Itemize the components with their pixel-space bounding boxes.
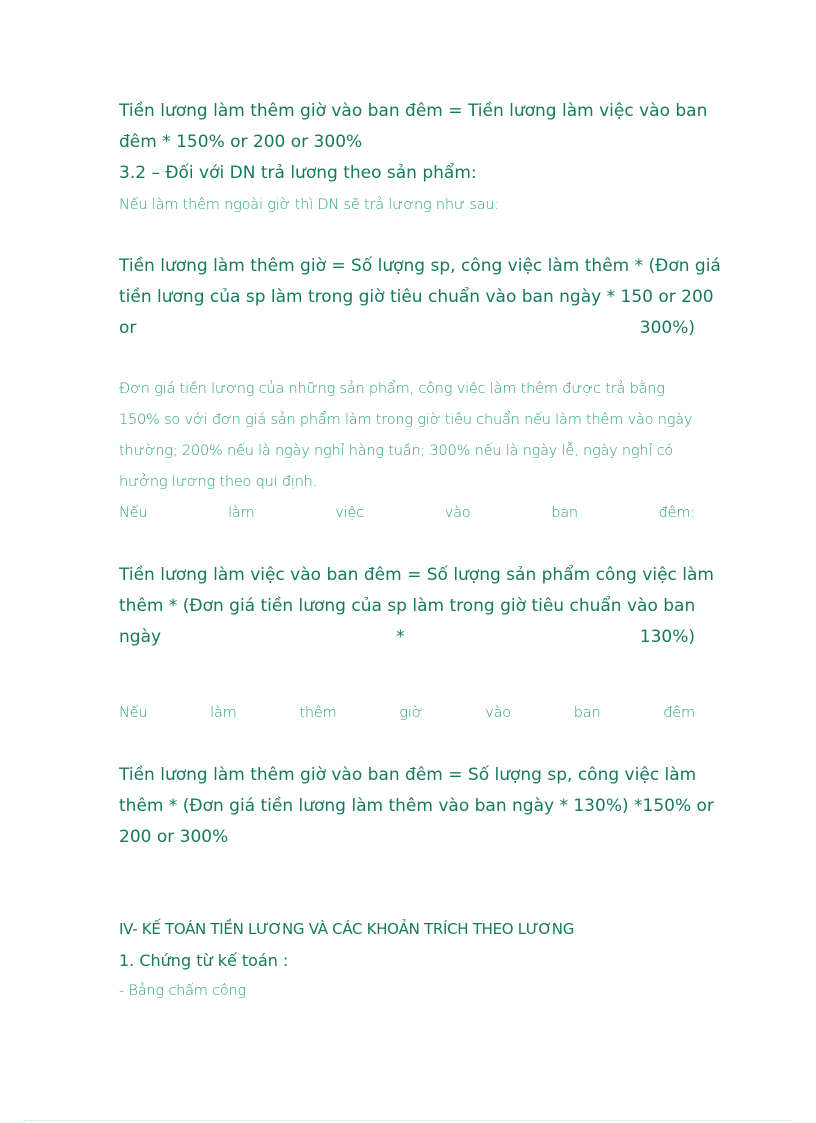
word: làm — [210, 705, 237, 721]
word: * — [396, 627, 405, 647]
text-line: hưởng lương theo qui định. — [119, 474, 318, 490]
word: vào — [485, 705, 511, 721]
word: giờ — [399, 705, 423, 721]
product-overtime-formula — [119, 251, 721, 344]
word: việc — [335, 505, 364, 521]
word: vào — [444, 505, 471, 521]
word: đêm: — [658, 505, 695, 521]
section-iv-heading — [119, 914, 695, 945]
word: thêm — [299, 705, 337, 721]
text-line: Tiền lương làm thêm giờ = Số lượng sp, công việc làm thêm * (Đơn giá — [119, 256, 721, 276]
text-line: tiền lương của sp làm trong giờ tiêu chuẩn vào ban ngày * 150 or 200 — [119, 287, 714, 307]
text-line: Tiền lương làm thêm giờ vào ban đêm = Tiền lương làm việc vào ban — [119, 101, 708, 121]
text-line: Tiền lương làm việc vào ban đêm = Số lượng sản phẩm công việc làm — [119, 565, 714, 585]
section-3-2-intro — [119, 190, 695, 221]
word: làm — [228, 505, 255, 521]
word: Nếu — [119, 705, 148, 721]
text-line: thường; 200% nếu là ngày nghỉ hàng tuần; 300% nếu là ngày lễ, ngày nghỉ có — [119, 443, 674, 459]
text-line: 200 or 300% — [119, 827, 229, 847]
list-item: - Bảng chấm công — [119, 983, 247, 999]
justified-line — [119, 498, 695, 529]
section-iv-subheading — [119, 945, 695, 976]
text-line: đêm * 150% or 200 or 300% — [119, 132, 363, 152]
night-overtime-product-formula — [119, 760, 714, 853]
night-overtime-label — [119, 698, 695, 729]
word: or — [119, 318, 137, 338]
word: 130%) — [639, 627, 695, 647]
text-line: Tiền lương làm thêm giờ vào ban đêm = Số lượng sp, công việc làm — [119, 765, 697, 785]
text-line: Nếu làm thêm ngoài giờ thì DN sẽ trả lương như sau: — [119, 197, 500, 213]
justified-line — [119, 698, 695, 729]
word: ban — [551, 505, 578, 521]
unit-price-note — [119, 374, 695, 529]
page-bottom-divider — [24, 1120, 792, 1121]
subheading-text: 1. Chứng từ kế toán : — [119, 951, 289, 970]
word: đêm — [663, 705, 695, 721]
heading-text: IV- KẾ TOÁN TIỀN LƯƠNG VÀ CÁC KHOẢN TRÍCH THEO LƯƠNG — [119, 920, 575, 938]
text-line: thêm * (Đơn giá tiền lương làm thêm vào ban ngày * 130%) *150% or — [119, 796, 714, 816]
word: ngày — [119, 627, 162, 647]
text-line: Đơn giá tiền lương của những sản phẩm, công việc làm thêm được trả bằng — [119, 381, 665, 397]
section-3-2-heading — [119, 158, 695, 189]
word: 300%) — [639, 318, 695, 338]
text-line: 150% so với đơn giá sản phẩm làm trong giờ tiêu chuẩn nếu làm thêm vào ngày — [119, 412, 693, 428]
word: ban — [573, 705, 601, 721]
text-line: thêm * (Đơn giá tiền lương của sp làm trong giờ tiêu chuẩn vào ban — [119, 596, 696, 616]
night-work-formula — [119, 560, 714, 653]
heading-text: 3.2 – Đối với DN trả lương theo sản phẩm: — [119, 163, 477, 183]
justified-line — [119, 313, 695, 344]
word: Nếu — [119, 505, 148, 521]
justified-line — [119, 622, 695, 653]
night-overtime-formula — [119, 96, 708, 158]
section-iv-list — [119, 976, 695, 1007]
